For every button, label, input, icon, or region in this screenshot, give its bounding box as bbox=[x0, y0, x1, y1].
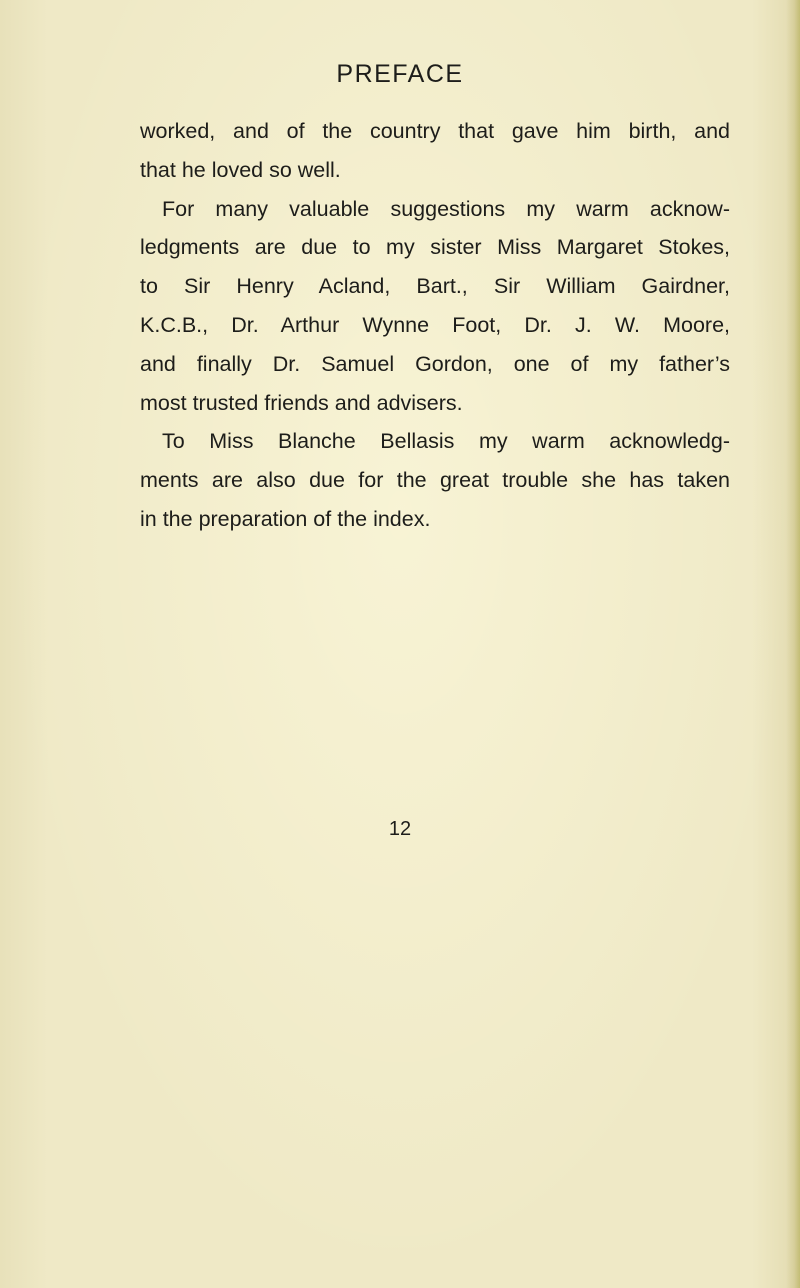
text-line: to Sir Henry Acland, Bart., Sir William Gairdner, bbox=[140, 274, 730, 299]
text-line: K.C.B., Dr. Arthur Wynne Foot, Dr. J. W. Moore, bbox=[140, 312, 730, 337]
running-head: PREFACE bbox=[336, 60, 464, 88]
page-number: 12 bbox=[388, 818, 412, 840]
text-line: most trusted friends and advisers. bbox=[140, 390, 463, 415]
text-line: and finally Dr. Samuel Gordon, one of my father’s bbox=[140, 351, 730, 376]
page-edge-shadow bbox=[786, 0, 800, 1288]
text-line: To Miss Blanche Bellasis my warm acknowledg- bbox=[162, 429, 730, 454]
text-line: ledgments are due to my sister Miss Margaret Stokes, bbox=[140, 235, 730, 260]
text-line: For many valuable suggestions my warm acknow- bbox=[162, 196, 730, 221]
text-line: worked, and of the country that gave him birth, and bbox=[140, 119, 730, 143]
body-text bbox=[140, 112, 730, 539]
text-line: ments are also due for the great trouble she has taken bbox=[140, 468, 730, 493]
text-line: in the preparation of the index. bbox=[140, 506, 431, 531]
text-line: that he loved so well. bbox=[140, 157, 341, 182]
